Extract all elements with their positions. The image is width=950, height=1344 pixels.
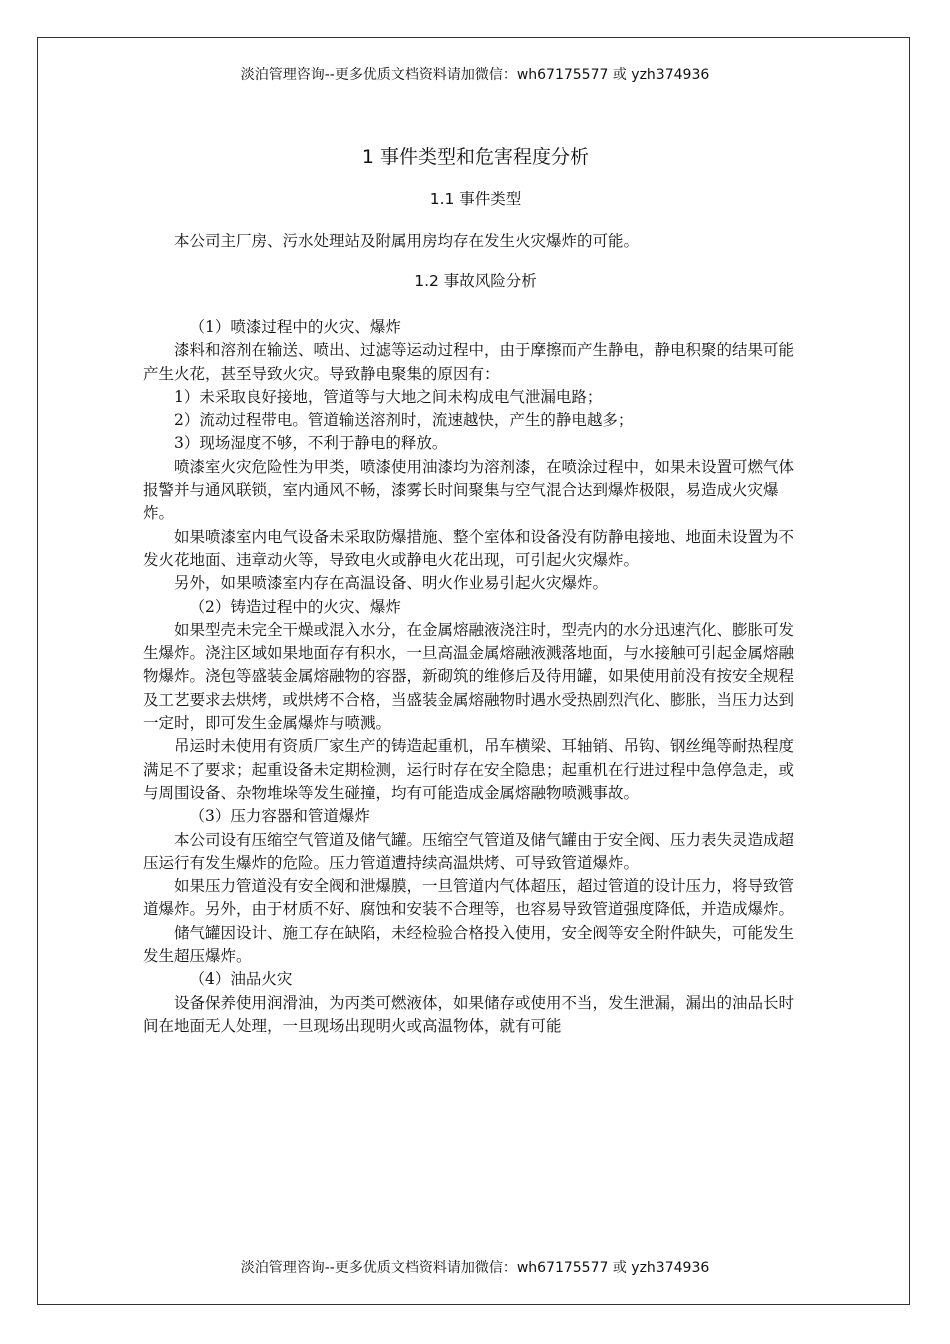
subheading-oil-fire: （4）油品火灾 bbox=[189, 970, 293, 989]
page-footer: 淡泊管理咨询--更多优质文档资料请加微信：wh67175577 或 yzh374936 bbox=[240, 1260, 710, 1276]
list-item: 2）流动过程带电。管道输送溶剂时，流速越快，产生的静电越多； bbox=[174, 411, 634, 430]
list-item: 1）未采取良好接地，管道等与大地之间未构成电气泄漏电路； bbox=[174, 387, 603, 406]
section-heading-event-types: 1.1 事件类型 bbox=[429, 190, 522, 208]
list-item: 3）现场湿度不够，不利于静电的释放。 bbox=[174, 434, 448, 453]
paragraph: 漆料和溶剂在输送、喷出、过滤等运动过程中，由于摩擦而产生静电，静电积聚的结果可能产生火花，甚至导致火灾。导致静电聚集的原因有： bbox=[143, 341, 795, 383]
paragraph: 设备保养使用润滑油，为丙类可燃液体，如果储存或使用不当，发生泄漏，漏出的油品长时间在地面无人处理，一旦现场出现明火或高温物体，就有可能 bbox=[143, 993, 795, 1035]
section-heading-risk-analysis: 1.2 事故风险分析 bbox=[414, 272, 537, 290]
subheading-pressure-vessels: （3）压力容器和管道爆炸 bbox=[189, 807, 370, 826]
document-body bbox=[143, 142, 808, 1038]
chapter-title: 1 事件类型和危害程度分析 bbox=[361, 146, 590, 168]
section-text-event-types: 本公司主厂房、污水处理站及附属用房均存在发生火灾爆炸的可能。 bbox=[174, 232, 640, 250]
subheading-casting: （2）铸造过程中的火灾、爆炸 bbox=[189, 597, 401, 616]
paragraph: 吊运时未使用有资质厂家生产的铸造起重机，吊车横梁、耳轴销、吊钩、钢丝绳等耐热程度满足不了要求；起重设备未定期检测，运行时存在安全隐患；起重机在行进过程中急停急走，或与周围设备、杂物堆垛等发生碰撞，均有可能造成金属熔融物喷溅事故。 bbox=[143, 737, 795, 802]
paragraph: 如果压力管道没有安全阀和泄爆膜，一旦管道内气体超压，超过管道的设计压力，将导致管道爆炸。另外，由于材质不好、腐蚀和安装不合理等，也容易导致管道强度降低，并造成爆炸。 bbox=[143, 877, 795, 919]
paragraph: 如果喷漆室内电气设备未采取防爆措施、整个室体和设备没有防静电接地、地面未设置为不发火花地面、违章动火等，导致电火或静电火花出现，可引起火灾爆炸。 bbox=[143, 527, 795, 569]
subheading-spray-painting: （1）喷漆过程中的火灾、爆炸 bbox=[189, 318, 401, 336]
paragraph: 本公司设有压缩空气管道及储气罐。压缩空气管道及储气罐由于安全阀、压力表失灵造成超压运行有发生爆炸的危险。压力管道遭持续高温烘烤、可导致管道爆炸。 bbox=[143, 830, 795, 872]
paragraph: 储气罐因设计、施工存在缺陷，未经检验合格投入使用，安全阀等安全附件缺失，可能发生发生超压爆炸。 bbox=[143, 923, 795, 966]
paragraph: 如果型壳未完全干燥或混入水分，在金属熔融液浇注时，型壳内的水分迅速汽化、膨胀可发生爆炸。浇注区域如果地面存有积水，一旦高温金属熔融液溅落地面，与水接触可引起金属熔融物爆炸。浇包等盛装金属熔融物的容器，新砌筑的维修后及待用罐，如果使用前没有按安全规程及工艺要求去烘烤，或烘烤不合格，当盛装金属熔融物时遇水受热剧烈汽化、膨胀，当压力达到一定时，即可发生金属爆炸与喷溅。 bbox=[143, 620, 795, 733]
page-header: 淡泊管理咨询--更多优质文档资料请加微信：wh67175577 或 yzh374936 bbox=[240, 67, 710, 83]
paragraph: 另外，如果喷漆室内存在高温设备、明火作业易引起火灾爆炸。 bbox=[174, 574, 609, 593]
risk-analysis-body bbox=[143, 316, 808, 1038]
paragraph: 喷漆室火灾危险性为甲类，喷漆使用油漆均为溶剂漆，在喷涂过程中，如果未设置可燃气体报警并与通风联锁，室内通风不畅，漆雾长时间聚集与空气混合达到爆炸极限，易造成火灾爆炸。 bbox=[143, 457, 795, 523]
